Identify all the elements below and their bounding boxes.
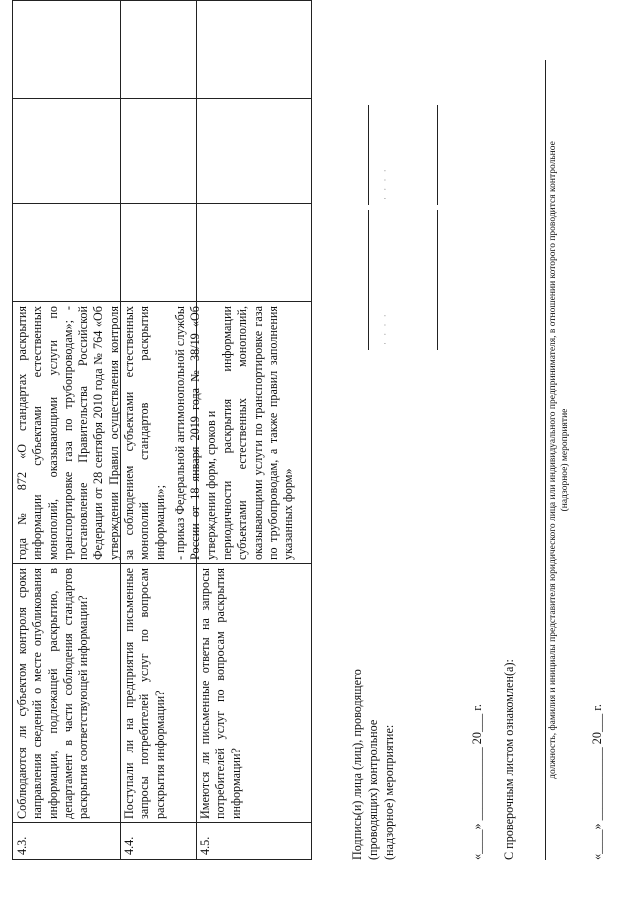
row-question: Имеются ли письменные ответы на запросы потребителей услуг по вопросам раскрытия информации? [198, 568, 243, 819]
signature-line[interactable] [368, 210, 369, 350]
row-number: 4.4. [122, 836, 136, 855]
row-question: Соблюдаются ли субъектом контроля сроки направления сведений о месте опубликования информации, подлежащей раскрытию, в департамент в части соблюдения стандартов раскрытия соответствующей информации? [15, 568, 91, 819]
row-number: 4.3. [15, 836, 29, 855]
signature-line[interactable] [437, 210, 438, 350]
position-caption-1: должность, фамилия и инициалы представителя юридического лица или индивидуального предпринимателя, в отношении которого проводится контрольное [548, 141, 558, 779]
inspector-label-2: (проводящих) контрольное [366, 719, 380, 860]
date-line-2: «____» ____________ 20___ г. [590, 704, 604, 860]
row-question: Поступали ли на предприятия письменные запросы потребителей услуг по вопросам раскрытия информации? [122, 568, 167, 819]
representative-signature-line[interactable] [545, 60, 546, 860]
acquainted-label: С проверочным листом ознакомлен(а): [502, 659, 516, 860]
answer-cell[interactable] [13, 204, 313, 302]
signature-line[interactable] [368, 105, 369, 205]
inspector-label-1: Подпись(и) лица (лиц), проводящего [350, 669, 364, 860]
checklist-table [12, 0, 312, 860]
position-caption-2: (надзорное) мероприятие [560, 408, 570, 512]
row-number: 4.5. [198, 836, 212, 855]
signature-line[interactable] [437, 105, 438, 205]
inspector-label-3: (надзорное) мероприятие: [382, 724, 396, 860]
faint-scan-mark: · · · · [380, 167, 390, 200]
faint-scan-mark: · · · · [380, 312, 390, 345]
row-legal-basis: - приказ Федеральной антимонопольной службы России от 18 января 2019 года № 38/19 «Об утверждении форм, сроков и [173, 306, 218, 560]
row-legal-basis: года № 872 «О стандартах раскрытия информации субъектами естественных монополий, оказывающими услуги по транспортировке газа по трубопроводам»; - постановление Правительства Российской Федерации от 28 сентября 2010 года № 764 «Об утверждении Правил осуществления контроля за соблюдением субъектами естественных монополий стандартов раскрытия информации»; [15, 306, 167, 560]
answer-cell[interactable] [13, 99, 313, 204]
answer-cell[interactable] [13, 0, 313, 99]
date-line-1: «____» ____________ 20___ г. [470, 704, 484, 860]
row-legal-basis: периодичности раскрытия информации субъектами естественных монополий, оказывающими услуги по транспортировке газа по трубопроводам, а также правил заполнения указанных форм» [220, 306, 296, 560]
